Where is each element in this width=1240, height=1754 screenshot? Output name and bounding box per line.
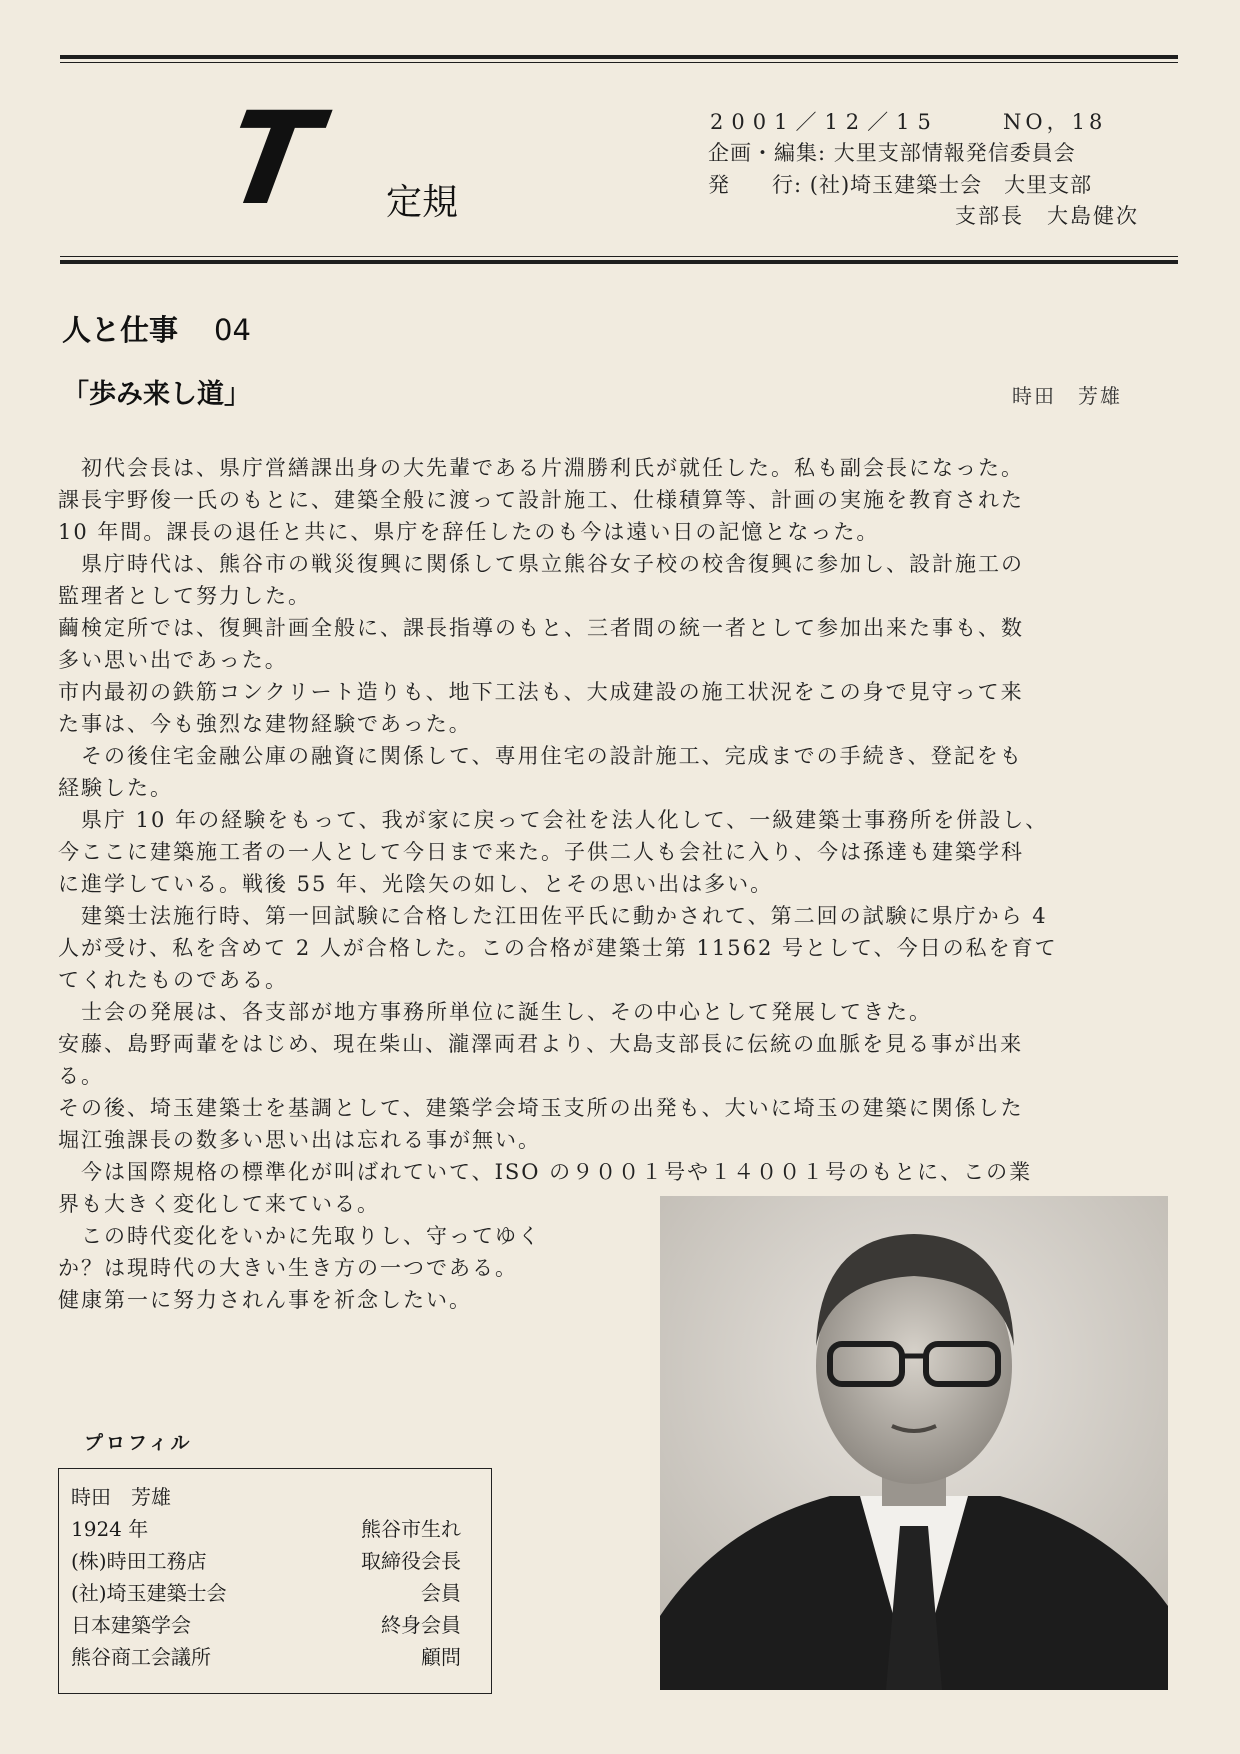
series-heading bbox=[62, 308, 251, 349]
portrait-icon bbox=[660, 1196, 1168, 1690]
body-line: 経験した。 bbox=[58, 776, 173, 800]
profile-row-value: 顧問 bbox=[421, 1645, 461, 1669]
profile-heading: プロフィル bbox=[84, 1432, 193, 1454]
body-line: その後、埼玉建築士を基調として、建築学会埼玉支所の出発も、大いに埼玉の建築に関係した bbox=[58, 1096, 1024, 1120]
article-author: 時田 芳雄 bbox=[1012, 384, 1122, 408]
profile-row bbox=[71, 1481, 461, 1512]
body-line: 県庁時代は、熊谷市の戦災復興に関係して県立熊谷女子校の校舎復興に参加し、設計施工の bbox=[58, 552, 1024, 576]
body-line: に進学している。戦後 55 年、光陰矢の如し、とその思い出は多い。 bbox=[58, 872, 774, 896]
profile-row-value: 終身会員 bbox=[381, 1613, 461, 1637]
body-line: 県庁 10 年の経験をもって、我が家に戻って会社を法人化して、一級建築士事務所を併設し、 bbox=[58, 808, 1049, 832]
profile-row-value: 熊谷市生れ bbox=[361, 1517, 461, 1541]
body-line: 課長宇野俊一氏のもとに、建築全般に渡って設計施工、仕様積算等、計画の実施を教育された bbox=[58, 488, 1024, 512]
body-line: 初代会長は、県庁営繕課出身の大先輩である片淵勝利氏が就任した。私も副会長になった。 bbox=[58, 456, 1024, 480]
series-number: 04 bbox=[214, 313, 251, 347]
issue-date: 2001／12／15 bbox=[710, 110, 939, 134]
issue-number: NO，18 bbox=[1003, 110, 1107, 134]
profile-row-label: 日本建築学会 bbox=[71, 1613, 191, 1637]
body-line: か？は現時代の大きい生き方の一つである。 bbox=[58, 1256, 518, 1280]
profile-row bbox=[71, 1577, 461, 1608]
profile-row-value: 会員 bbox=[421, 1581, 461, 1605]
body-line: 監理者として努力した。 bbox=[58, 584, 311, 608]
profile-row-value: 取締役会長 bbox=[361, 1549, 461, 1573]
body-line: その後住宅金融公庫の融資に関係して、専用住宅の設計施工、完成までの手続き、登記をも bbox=[58, 744, 1023, 768]
publisher-label: 発 bbox=[708, 173, 730, 197]
body-line: 繭検定所では、復興計画全般に、課長指導のもと、三者間の統一者として参加出来た事も、数 bbox=[58, 616, 1024, 640]
profile-row-label: 1924 年 bbox=[71, 1517, 149, 1541]
header-bottom-rule bbox=[60, 256, 1178, 264]
body-line: 安藤、島野両輩をはじめ、現在柴山、瀧澤両君より、大島支部長に伝統の血脈を見る事が出来 bbox=[58, 1032, 1024, 1056]
body-line: 建築士法施行時、第一回試験に合格した江田佐平氏に動かされて、第二回の試験に県庁から 4 bbox=[58, 904, 1048, 928]
body-line: 多い思い出であった。 bbox=[58, 648, 288, 672]
publisher-line: 行: (社)埼玉建築士会 大里支部 bbox=[772, 173, 1093, 197]
header-top-rule bbox=[60, 55, 1178, 63]
body-line: 界も大きく変化して来ている。 bbox=[58, 1192, 380, 1216]
portrait-photo bbox=[660, 1196, 1168, 1690]
profile-box bbox=[58, 1468, 492, 1694]
body-line: る。 bbox=[58, 1064, 104, 1088]
profile-row-label: 時田 芳雄 bbox=[71, 1485, 171, 1509]
body-line: 堀江強課長の数多い思い出は忘れる事が無い。 bbox=[58, 1128, 541, 1152]
profile-row bbox=[71, 1545, 461, 1576]
profile-row-label: (株)時田工務店 bbox=[71, 1549, 207, 1573]
body-line: てくれたものである。 bbox=[58, 968, 288, 992]
branch-chief-line: 支部長 大島健次 bbox=[955, 204, 1139, 228]
profile-row bbox=[71, 1513, 461, 1544]
profile-row-label: 熊谷商工会議所 bbox=[71, 1645, 211, 1669]
body-line: た事は、今も強烈な建物経験であった。 bbox=[58, 712, 472, 736]
series-title: 人と仕事 bbox=[62, 313, 179, 347]
body-line: 健康第一に努力されん事を祈念したい。 bbox=[58, 1288, 472, 1312]
body-line: 10 年間。課長の退任と共に、県庁を辞任したのも今は遠い日の記憶となった。 bbox=[58, 520, 880, 544]
profile-row bbox=[71, 1641, 461, 1672]
body-line: 今ここに建築施工者の一人として今日まで来た。子供二人も会社に入り、今は孫達も建築学科 bbox=[58, 840, 1024, 864]
article-body bbox=[58, 452, 1160, 1316]
article-title: 「歩み来し道」 bbox=[62, 379, 251, 410]
profile-row bbox=[71, 1609, 461, 1640]
body-line: 士会の発展は、各支部が地方事務所単位に誕生し、その中心として発展してきた。 bbox=[58, 1000, 932, 1024]
body-line: この時代変化をいかに先取りし、守ってゆく bbox=[58, 1224, 541, 1248]
masthead-logo-letter: T bbox=[214, 85, 329, 234]
body-line: 今は国際規格の標準化が叫ばれていて、ISO の９００１号や１４００１号のもとに、この業 bbox=[58, 1160, 1033, 1184]
masthead-subtitle: 定規 bbox=[386, 182, 459, 223]
body-line: 人が受け、私を含めて 2 人が合格した。この合格が建築士第 11562 号として、今日の私を育て bbox=[58, 936, 1058, 960]
editor-line: 企画・編集: 大里支部情報発信委員会 bbox=[708, 141, 1076, 165]
body-line: 市内最初の鉄筋コンクリート造りも、地下工法も、大成建設の施工状況をこの身で見守って来 bbox=[58, 680, 1024, 704]
profile-row-label: (社)埼玉建築士会 bbox=[71, 1581, 227, 1605]
